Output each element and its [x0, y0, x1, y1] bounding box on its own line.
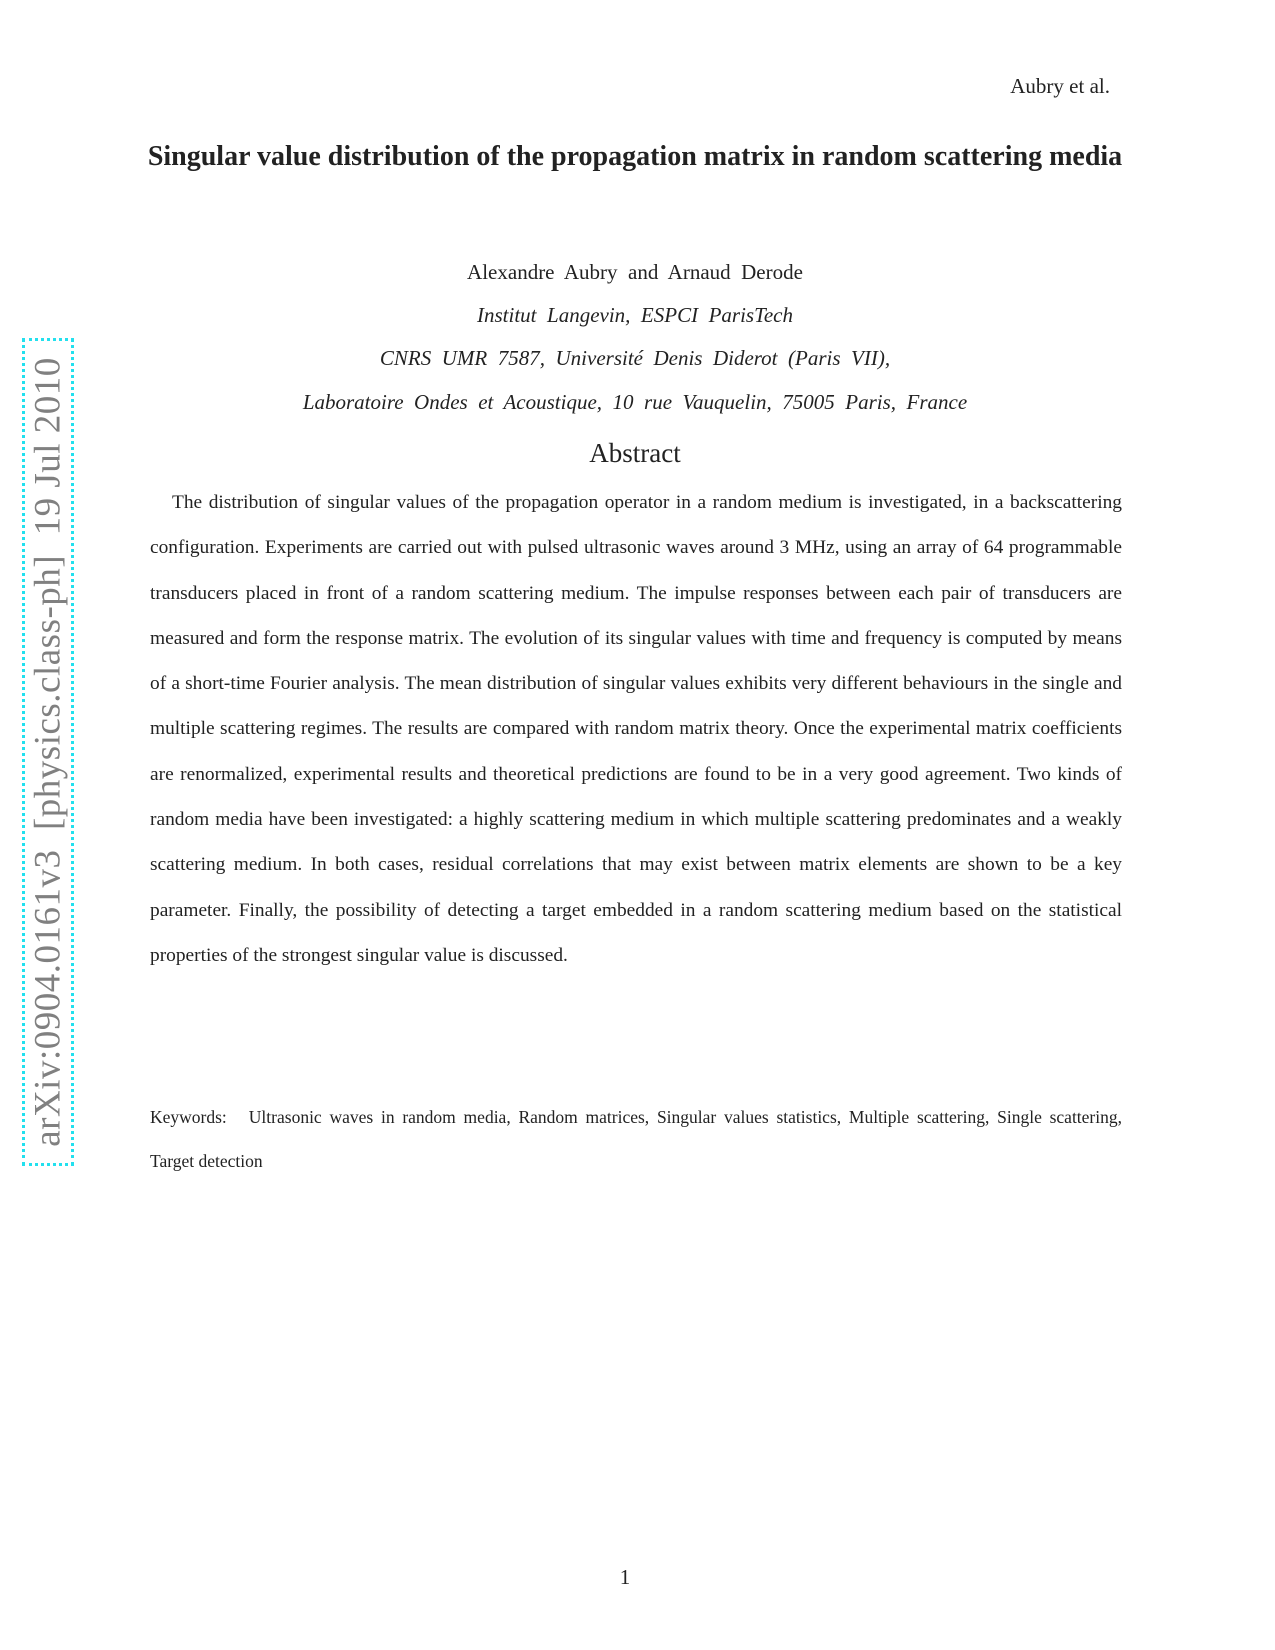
abstract-text: The distribution of singular values of the propagation operator in a random medium is investigated, in a backscattering configuration. Experiments are carried out with pulsed ultrasonic waves around 3 MHz, using an array of 64 programmable transducers placed in front of a random scattering medium. The impulse responses between each pair of transducers are measured and form the response matrix. The evolution of its singular values with time and frequency is computed by means of a short-time Fourier analysis. The mean distribution of singular values exhibits very different behaviours in the single and multiple scattering regimes. The results are compared with random matrix theory. Once the experimental matrix coefficients are renormalized, experimental results and theoretical predictions are found to be in a very good agreement. Two kinds of random media have been investigated: a highly scattering medium in which multiple scattering predominates and a weakly scattering medium. In both cases, residual correlations that may exist between matrix elements are shown to be a key parameter. Finally, the possibility of detecting a target embedded in a random scattering medium based on the statistical properties of the strongest singular value is discussed. — [150, 492, 1122, 966]
affiliation-line-2: CNRS UMR 7587, Université Denis Diderot (Paris VII), — [379, 346, 891, 370]
page-number: 1 — [619, 1565, 631, 1589]
abstract-heading: Abstract — [589, 438, 681, 468]
paper-title: Singular value distribution of the propagation matrix in random scattering media — [147, 141, 1123, 172]
affiliation-line-3: Laboratoire Ondes et Acoustique, 10 rue Vauquelin, 75005 Paris, France — [302, 390, 968, 414]
keywords-list: Ultrasonic waves in random media, Random matrices, Singular values statistics, Multiple scattering, Single scattering, Target detection — [150, 1107, 1122, 1171]
affiliation-line-1: Institut Langevin, ESPCI ParisTech — [477, 303, 793, 327]
running-head: Aubry et al. — [1010, 74, 1110, 98]
arxiv-stamp[interactable] — [22, 338, 74, 1166]
keywords-section — [150, 1096, 1122, 1183]
keywords-label: Keywords: — [150, 1107, 227, 1127]
arxiv-identifier[interactable]: arXiv:0904.0161v3 [physics.class-ph] 19 Jul 2010 — [27, 357, 69, 1147]
author-list: Alexandre Aubry and Arnaud Derode — [467, 260, 803, 284]
